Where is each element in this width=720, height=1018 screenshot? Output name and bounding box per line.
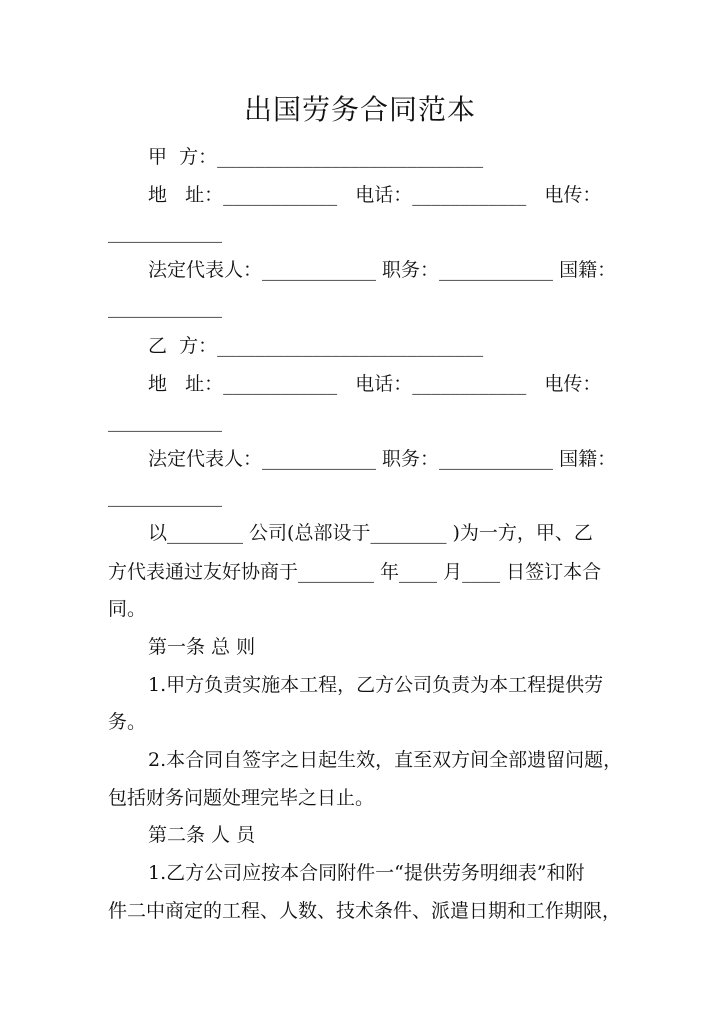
article-1-heading: 第一条 总 则 [148,636,256,658]
intro-paragraph-line-2: 方代表通过友好协商于________ 年____ 月____ 日签订本合 [108,561,602,583]
party-b-line: 乙 方：____________________________ [148,335,484,357]
document-title: 出国劳务合同范本 [243,93,476,126]
party-a-fax-blank: ____________ [108,221,222,243]
party-b-fax-blank: ____________ [108,410,222,432]
article-1-clause-2-line-2: 包括财务问题处理完毕之日止。 [108,787,375,809]
article-2-clause-1-line-1: 1.乙方公司应按本合同附件一“提供劳务明细表”和附 [148,862,585,884]
article-2-clause-1-line-2: 件二中商定的工程、人数、技术条件、派遣日期和工作期限， [108,900,622,922]
party-a-representative-line: 法定代表人：____________ 职务：____________ 国籍： [148,259,617,281]
article-1-clause-1-line-1: 1.甲方负责实施本工程，乙方公司负责为本工程提供劳 [148,674,604,696]
article-1-clause-2-line-1: 2.本合同自签字之日起生效，直至双方间全部遗留问题， [148,749,623,771]
article-1-clause-1-line-2: 务。 [108,711,147,733]
party-a-line: 甲 方：____________________________ [148,146,484,168]
party-a-address-line: 地 址：____________ 电话：____________ 电传： [148,184,602,206]
party-b-representative-line: 法定代表人：____________ 职务：____________ 国籍： [148,448,617,470]
party-b-address-line: 地 址：____________ 电话：____________ 电传： [148,373,602,395]
intro-paragraph-line-1: 以________ 公司(总部设于________ )为一方，甲、乙 [148,522,593,544]
party-b-nationality-blank: ____________ [108,485,222,507]
intro-paragraph-line-3: 同。 [108,598,147,620]
article-2-heading: 第二条 人 员 [148,824,256,846]
party-a-nationality-blank: ____________ [108,296,222,318]
